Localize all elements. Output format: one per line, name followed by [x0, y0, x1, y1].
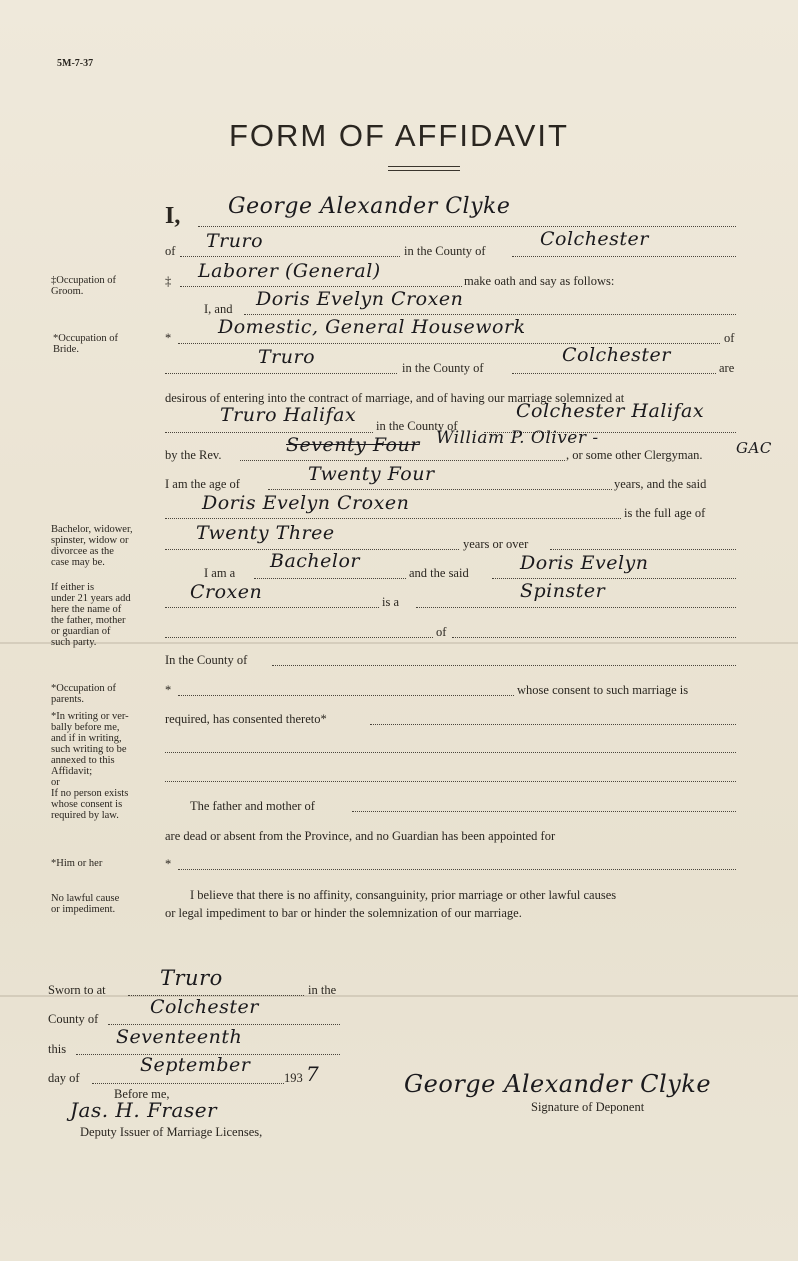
label-in-county-of: in the County of [404, 244, 486, 258]
bride-name-3: Doris Evelyn [520, 552, 649, 574]
label-of-2: of [436, 625, 447, 639]
sworn-month: September [140, 1054, 251, 1076]
dotted-line [198, 226, 736, 227]
place-of-marriage: Truro Halifax [220, 404, 357, 426]
dotted-line [165, 781, 736, 782]
bride-name-2: Doris Evelyn Croxen [202, 492, 410, 514]
label-other-clergyman: , or some other Clergyman. [566, 448, 703, 462]
dotted-line [165, 752, 736, 753]
label-and-the-said: and the said [409, 566, 469, 580]
dotted-line [492, 578, 736, 579]
margin-note-occupation-bride: *Occupation of Bride. [53, 333, 119, 355]
deponent-signature: George Alexander Clyke [404, 1070, 712, 1098]
label-of: of [165, 244, 176, 258]
rev-initials: GAC [736, 439, 772, 457]
dotted-line [452, 637, 736, 638]
bride-age: Twenty Three [196, 522, 335, 544]
dotted-line [180, 286, 462, 287]
paper-fold [0, 995, 798, 997]
dotted-line [178, 869, 736, 870]
dotted-line [165, 432, 373, 433]
label-in-county-of-2: in the County of [376, 419, 458, 433]
label-in-county-of-3: In the County of [165, 653, 248, 667]
groom-residence: Truro [206, 230, 264, 252]
margin-note-marital-status: Bachelor, widower, spinster, widow or divorcee as the case may be. [51, 524, 133, 568]
believe-text-1: I believe that there is no affinity, consanguinity, prior marriage or other lawful causes [190, 888, 617, 902]
dotted-line [512, 373, 716, 374]
label-of-end: of [724, 331, 735, 345]
label-make-oath: make oath and say as follows: [464, 274, 615, 288]
dotted-line [244, 314, 736, 315]
bride-residence: Truro [258, 346, 316, 368]
dagger-mark: ‡ [165, 274, 172, 288]
groom-age: Twenty Four [308, 463, 435, 485]
dotted-line [370, 724, 736, 725]
groom-occupation: Laborer (General) [198, 260, 381, 282]
title-rule [388, 170, 460, 171]
label-sworn-at: Sworn to at [48, 983, 106, 997]
dotted-line [512, 256, 736, 257]
label-this: this [48, 1042, 67, 1056]
star-mark: * [165, 331, 172, 345]
star-mark: * [165, 683, 172, 697]
form-number: 5M-7-37 [57, 58, 94, 69]
marriage-county: Colchester Halifax [516, 400, 705, 422]
margin-note-him-or-her: *Him or her [51, 858, 103, 869]
dotted-line [180, 256, 400, 257]
label-i-and: I, and [204, 302, 233, 316]
label-signature-of-deponent: Signature of Deponent [531, 1100, 645, 1114]
bride-status: Spinster [520, 580, 606, 602]
dotted-line [254, 578, 406, 579]
label-full-age-of: is the full age of [624, 506, 706, 520]
label-i-am-a: I am a [204, 566, 236, 580]
star-mark: * [165, 857, 172, 871]
label-are: are [719, 361, 735, 375]
dotted-line [268, 489, 612, 490]
sworn-place: Truro [160, 966, 223, 990]
dead-or-absent-text: are dead or absent from the Province, and no Guardian has been appointed for [165, 829, 556, 843]
label-before-me: Before me, [114, 1087, 170, 1101]
dotted-line [92, 1083, 284, 1084]
dotted-line [240, 460, 565, 461]
dotted-line [416, 607, 736, 608]
groom-name: George Alexander Clyke [228, 194, 511, 219]
sworn-county: Colchester [150, 996, 259, 1018]
label-years-or-over: years or over [463, 537, 529, 551]
label-father-mother: The father and mother of [190, 799, 315, 813]
label-deputy-issuer: Deputy Issuer of Marriage Licenses, [80, 1125, 263, 1139]
groom-status: Bachelor [270, 550, 361, 572]
bride-occupation: Domestic, General Housework [218, 316, 526, 338]
page-title: FORM OF AFFIDAVIT [229, 118, 569, 153]
rev-name: William P. Oliver - [436, 428, 599, 448]
label-day-of: day of [48, 1071, 80, 1085]
dotted-line [165, 518, 621, 519]
dotted-line [178, 695, 514, 696]
dotted-line [165, 607, 379, 608]
margin-note-in-writing: *In writing or ver- bally before me, and if in writing, such writing to be annexed to this Affidavit; or If no person exists whose consent is required by law. [51, 711, 129, 821]
label-by-the-rev: by the Rev. [165, 448, 222, 462]
label-county-of: County of [48, 1012, 99, 1026]
dotted-line [550, 549, 736, 550]
label-i-am-age: I am the age of [165, 477, 240, 491]
believe-text-2: or legal impediment to bar or hinder the solemnization of our marriage. [165, 906, 522, 920]
label-whose-consent: whose consent to such marriage is [517, 683, 689, 697]
year-prefix: 193 [284, 1071, 303, 1085]
issuer-signature: Jas. H. Fraser [70, 1098, 218, 1122]
label-years-and-said: years, and the said [614, 477, 707, 491]
margin-note-occupation-parents: *Occupation of parents. [51, 683, 117, 705]
dotted-line [352, 811, 736, 812]
dotted-line [108, 1024, 340, 1025]
desirous-text: desirous of entering into the contract of marriage, and of having our marriage solemnized at [165, 391, 625, 405]
bride-county: Colchester [562, 344, 671, 366]
rev-struck-text: Seventy Four [286, 434, 420, 456]
bride-surname: Croxen [190, 581, 263, 603]
label-is-a: is a [382, 595, 400, 609]
label-i: I, [165, 203, 181, 229]
dotted-line [272, 665, 736, 666]
label-in-county-of: in the County of [402, 361, 484, 375]
label-in-the: in the [308, 983, 337, 997]
margin-note-under-21: If either is under 21 years add here the name of the father, mother or guardian of such party. [51, 582, 131, 648]
margin-note-no-lawful-cause: No lawful cause or impediment. [51, 893, 120, 915]
year-digit: 7 [306, 1062, 320, 1086]
groom-county: Colchester [540, 228, 649, 250]
sworn-day: Seventeenth [116, 1026, 243, 1048]
bride-name: Doris Evelyn Croxen [256, 288, 464, 310]
label-required: required, has consented thereto* [165, 712, 327, 726]
title-rule [388, 166, 460, 167]
dotted-line [165, 637, 433, 638]
margin-note-occupation-groom: ‡Occupation of Groom. [51, 275, 117, 297]
dotted-line [165, 373, 397, 374]
